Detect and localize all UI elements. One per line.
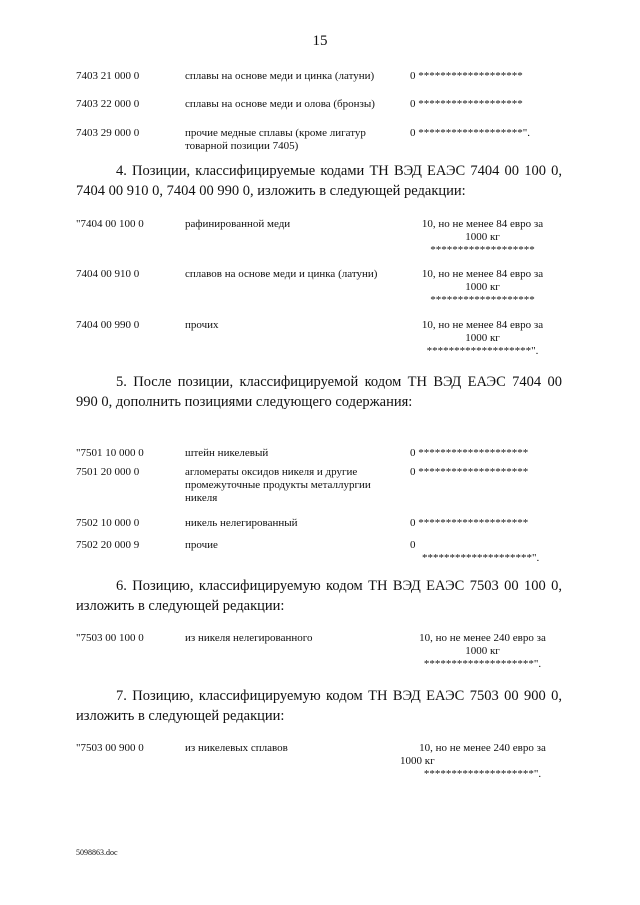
paragraph-4: 4. Позиции, классифицируемые кодами ТН ВЭД ЕАЭС 7404 00 100 0, 7404 00 910 0, 7404 00 990 0, изложить в следующей редакции:: [76, 163, 562, 199]
tariff-description: из никеля нелегированного: [185, 632, 313, 644]
tariff-description: никель нелегированный: [185, 517, 298, 529]
rate-line: 10, но не менее 84 евро за: [421, 268, 544, 280]
tariff-rate: [410, 539, 539, 565]
rate-line: *******************: [430, 244, 535, 256]
tariff-rate: 0 *******************: [410, 70, 523, 82]
rate-line: 1000 кг: [465, 332, 500, 344]
tariff-rate: [395, 742, 570, 781]
rate-line: 10, но не менее 240 евро за: [419, 742, 546, 754]
rate-line: 1000 кг: [465, 231, 500, 243]
tariff-code: 7403 29 000 0: [76, 127, 140, 139]
tariff-description: прочие: [185, 539, 218, 551]
tariff-description: прочие медные сплавы (кроме лигатур товарной позиции 7405): [185, 127, 366, 152]
rate-line: *******************: [430, 294, 535, 306]
tariff-description: сплавы на основе меди и цинка (латуни): [185, 70, 375, 82]
tariff-description: агломераты оксидов никеля и другие промежуточные продукты металлургии никеля: [185, 466, 371, 504]
tariff-rate: 0 ********************: [410, 517, 529, 529]
tariff-code: "7404 00 100 0: [76, 218, 144, 230]
tariff-description: сплавы на основе меди и олова (бронзы): [185, 98, 375, 110]
rate-line: 1000 кг: [400, 755, 435, 767]
paragraph-5: 5. После позиции, классифицируемой кодом ТН ВЭД ЕАЭС 7404 00 990 0, дополнить позициями следующего содержания:: [76, 374, 562, 410]
rate-line: 0: [410, 539, 416, 551]
tariff-rate: [395, 268, 570, 307]
tariff-description: штейн никелевый: [185, 447, 269, 459]
rate-line: ********************".: [423, 768, 542, 780]
tariff-rate: 0 *******************: [410, 98, 523, 110]
tariff-code: "7503 00 900 0: [76, 742, 144, 754]
rate-line: 1000 кг: [465, 645, 500, 657]
tariff-description: из никелевых сплавов: [185, 742, 288, 754]
tariff-description: рафинированной меди: [185, 218, 291, 230]
page-number: 15: [312, 33, 328, 49]
rate-line: *******************".: [426, 345, 539, 357]
tariff-code: 7502 20 000 9: [76, 539, 140, 551]
paragraph-6: 6. Позицию, классифицируемую кодом ТН ВЭД ЕАЭС 7503 00 100 0, изложить в следующей редакции:: [76, 578, 562, 614]
rate-line: 1000 кг: [465, 281, 500, 293]
tariff-rate: [395, 218, 570, 257]
tariff-rate: [395, 319, 570, 358]
tariff-rate: 0 *******************".: [410, 127, 530, 139]
tariff-code: "7501 10 000 0: [76, 447, 144, 459]
tariff-rate: 0 ********************: [410, 466, 529, 478]
tariff-code: "7503 00 100 0: [76, 632, 144, 644]
tariff-code: 7403 21 000 0: [76, 70, 140, 82]
tariff-code: 7403 22 000 0: [76, 98, 140, 110]
tariff-description: прочих: [185, 319, 219, 331]
rate-line: 10, но не менее 240 евро за: [419, 632, 546, 644]
tariff-description: сплавов на основе меди и цинка (латуни): [185, 268, 378, 280]
paragraph-7: 7. Позицию, классифицируемую кодом ТН ВЭД ЕАЭС 7503 00 900 0, изложить в следующей редакции:: [76, 688, 562, 724]
file-name-footer: 5098863.doc: [76, 848, 118, 857]
tariff-code: 7501 20 000 0: [76, 466, 140, 478]
tariff-rate: [395, 632, 570, 671]
rate-line: 10, но не менее 84 евро за: [421, 319, 544, 331]
tariff-code: 7502 10 000 0: [76, 517, 140, 529]
tariff-rate: 0 ********************: [410, 447, 529, 459]
tariff-code: 7404 00 910 0: [76, 268, 140, 280]
rate-line: 10, но не менее 84 евро за: [421, 218, 544, 230]
tariff-code: 7404 00 990 0: [76, 319, 140, 331]
rate-line: ********************".: [423, 658, 542, 670]
rate-line: ********************".: [422, 552, 540, 564]
